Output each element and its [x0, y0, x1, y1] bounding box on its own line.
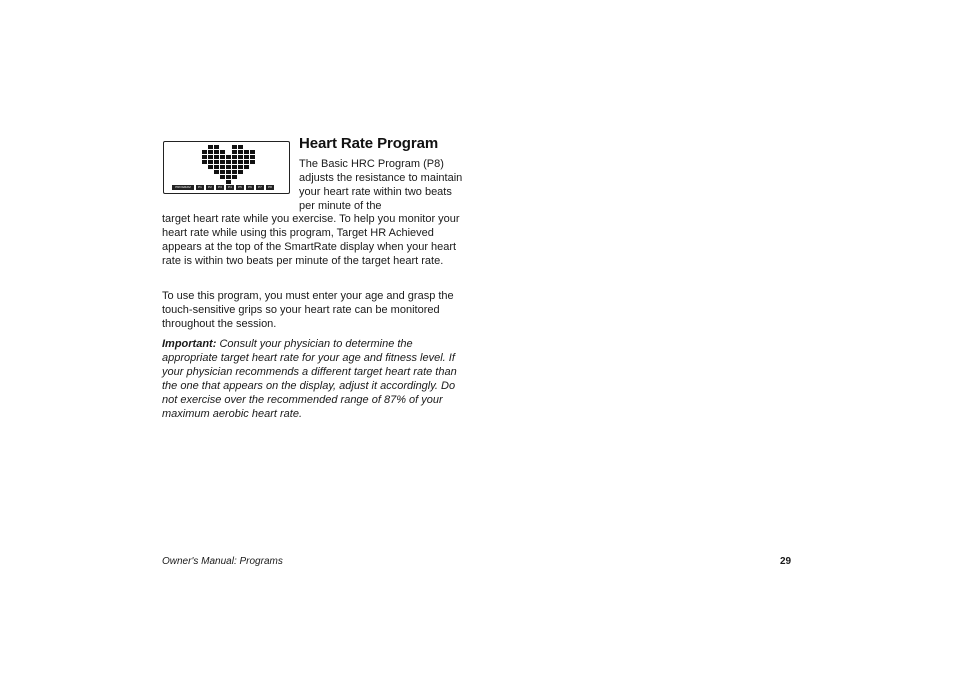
heart-dot: [208, 155, 213, 159]
program-indicator: P8: [266, 185, 274, 190]
heart-dot: [238, 150, 243, 154]
heart-dot: [220, 175, 225, 179]
heart-dot: [238, 160, 243, 164]
heart-dot: [214, 150, 219, 154]
heart-dot: [208, 150, 213, 154]
heart-dot: [208, 145, 213, 149]
heart-dot: [226, 165, 231, 169]
program-indicator: P3: [216, 185, 224, 190]
program-indicator: PROGRAM: [172, 185, 194, 190]
heart-dot: [214, 165, 219, 169]
program-indicator: P1: [196, 185, 204, 190]
heart-dot: [232, 145, 237, 149]
important-label: Important:: [162, 338, 217, 350]
program-indicator: P6: [246, 185, 254, 190]
heart-dot: [244, 160, 249, 164]
instructions-paragraph: To use this program, you must enter your age and grasp the touch-sensitive grips so your heart rate can be monitored throughout the session.: [162, 290, 454, 330]
heart-dot: [220, 170, 225, 174]
important-text: Consult your physician to determine the appropriate target heart rate for your age and fitness level. If your physician recommends a different target heart rate than the one that appears on the display, adjust it accordingly. Do not exercise over the recommended range of 87% of your maximum aerobic heart rate.: [162, 338, 457, 420]
program-indicator: P4: [226, 185, 234, 190]
heart-dot: [238, 155, 243, 159]
program-indicator: P5: [236, 185, 244, 190]
heart-dot: [238, 170, 243, 174]
heart-dot: [232, 175, 237, 179]
heart-dot: [250, 150, 255, 154]
heart-dot: [232, 170, 237, 174]
heart-dot: [220, 165, 225, 169]
heart-dot: [202, 160, 207, 164]
heart-dot: [202, 155, 207, 159]
heart-dot: [244, 165, 249, 169]
heart-dot: [232, 150, 237, 154]
heart-dot: [214, 170, 219, 174]
important-note: [162, 337, 462, 421]
heart-dot: [226, 170, 231, 174]
heart-dot: [208, 165, 213, 169]
heart-dot: [214, 160, 219, 164]
heart-dot: [232, 155, 237, 159]
section-title: Heart Rate Program: [299, 135, 439, 152]
heart-dot: [232, 165, 237, 169]
heart-dot: [238, 145, 243, 149]
heart-dot: [220, 150, 225, 154]
heart-dot: [226, 180, 231, 184]
program-indicator: P2: [206, 185, 214, 190]
page-number: 29: [780, 556, 792, 567]
heart-dot: [214, 145, 219, 149]
heart-dot: [226, 160, 231, 164]
heart-dot: [220, 155, 225, 159]
heart-dot: [238, 165, 243, 169]
heart-dot: [202, 150, 207, 154]
heart-dot: [244, 150, 249, 154]
intro-paragraph: The Basic HRC Program (P8) adjusts the resistance to maintain your heart rate within two beats per minute of the: [299, 158, 463, 212]
heart-dot: [244, 155, 249, 159]
heart-dot: [208, 160, 213, 164]
heart-dot: [226, 155, 231, 159]
heart-dot: [214, 155, 219, 159]
heart-dot: [250, 155, 255, 159]
program-indicator: P7: [256, 185, 264, 190]
intro-continuation: target heart rate while you exercise. To help you monitor your heart rate while using this program, Target HR Achieved appears at the top of the SmartRate display when your heart rate is within two beats per minute of the target heart rate.: [162, 213, 460, 267]
program-indicator-row: [172, 185, 274, 190]
heart-dot: [232, 160, 237, 164]
heart-dot: [250, 160, 255, 164]
console-display-illustration: [163, 141, 290, 194]
footer-section-name: Owner's Manual: Programs: [162, 556, 283, 567]
heart-dot: [220, 160, 225, 164]
heart-dot: [226, 175, 231, 179]
